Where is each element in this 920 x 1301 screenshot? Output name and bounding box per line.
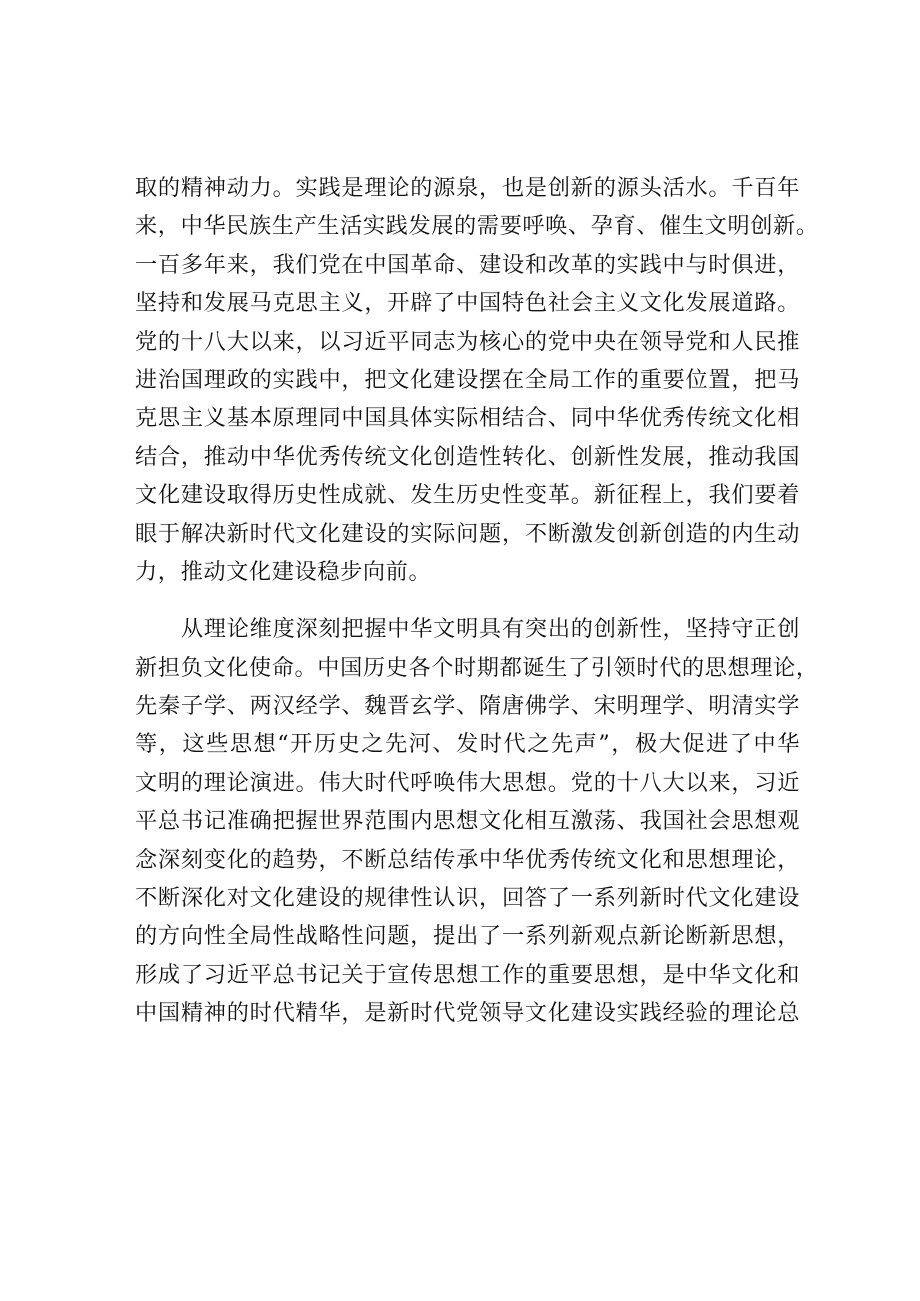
text-line: 平总书记准确把握世界范围内思想文化相互激荡、我国社会思想观	[135, 808, 800, 835]
text-line: 力，推动文化建设稳步向前。	[135, 558, 432, 585]
text-line: 党的十八大以来，以习近平同志为核心的党中央在领导党和人民推	[135, 328, 800, 355]
text-line: 形成了习近平总书记关于宣传思想工作的重要思想，是中华文化和	[135, 961, 800, 988]
text-line: 一百多年来，我们党在中国革命、建设和改革的实践中与时俱进，	[135, 251, 800, 278]
text-line: 取的精神动力。实践是理论的源泉，也是创新的源头活水。千百年	[135, 175, 800, 201]
text-line: 结合，推动中华优秀传统文化创造性转化、创新性发展，推动我国	[135, 443, 800, 470]
text-line: 坚持和发展马克思主义，开辟了中国特色社会主义文化发展道路。	[135, 290, 800, 317]
text-line: 来，中华民族生产生活实践发展的需要呼唤、孕育、催生文明创新。	[135, 213, 819, 240]
text-line: 念深刻变化的趋势，不断总结传承中华优秀传统文化和思想理论，	[135, 846, 800, 873]
paragraph-2	[135, 610, 819, 1032]
paragraph-gap	[135, 591, 800, 610]
text-line: 先秦子学、两汉经学、魏晋玄学、隋唐佛学、宋明理学、明清实学	[135, 693, 800, 720]
text-line: 新担负文化使命。中国历史各个时期都诞生了引领时代的思想理论，	[135, 654, 819, 681]
text-line: 的方向性全局性战略性问题，提出了一系列新观点新论断新思想，	[135, 923, 800, 950]
text-line: 进治国理政的实践中，把文化建设摆在全局工作的重要位置，把马	[135, 366, 800, 393]
text-line: 等，这些思想“开历史之先河、发时代之先声”，极大促进了中华	[135, 731, 800, 758]
text-line: 文明的理论演进。伟大时代呼唤伟大思想。党的十八大以来，习近	[135, 769, 800, 796]
text-line: 克思主义基本原理同中国具体实际相结合、同中华优秀传统文化相	[135, 405, 800, 432]
body-text	[135, 169, 819, 1033]
text-line: 眼于解决新时代文化建设的实际问题，不断激发创新创造的内生动	[135, 520, 800, 547]
text-line: 中国精神的时代精华，是新时代党领导文化建设实践经验的理论总	[135, 1000, 800, 1027]
paragraph-1	[135, 169, 819, 591]
text-line: 不断深化对文化建设的规律性认识，回答了一系列新时代文化建设	[135, 885, 800, 912]
text-line: 文化建设取得历史性成就、发生历史性变革。新征程上，我们要着	[135, 482, 800, 509]
text-line: 从理论维度深刻把握中华文明具有突出的创新性，坚持守正创	[135, 616, 800, 643]
